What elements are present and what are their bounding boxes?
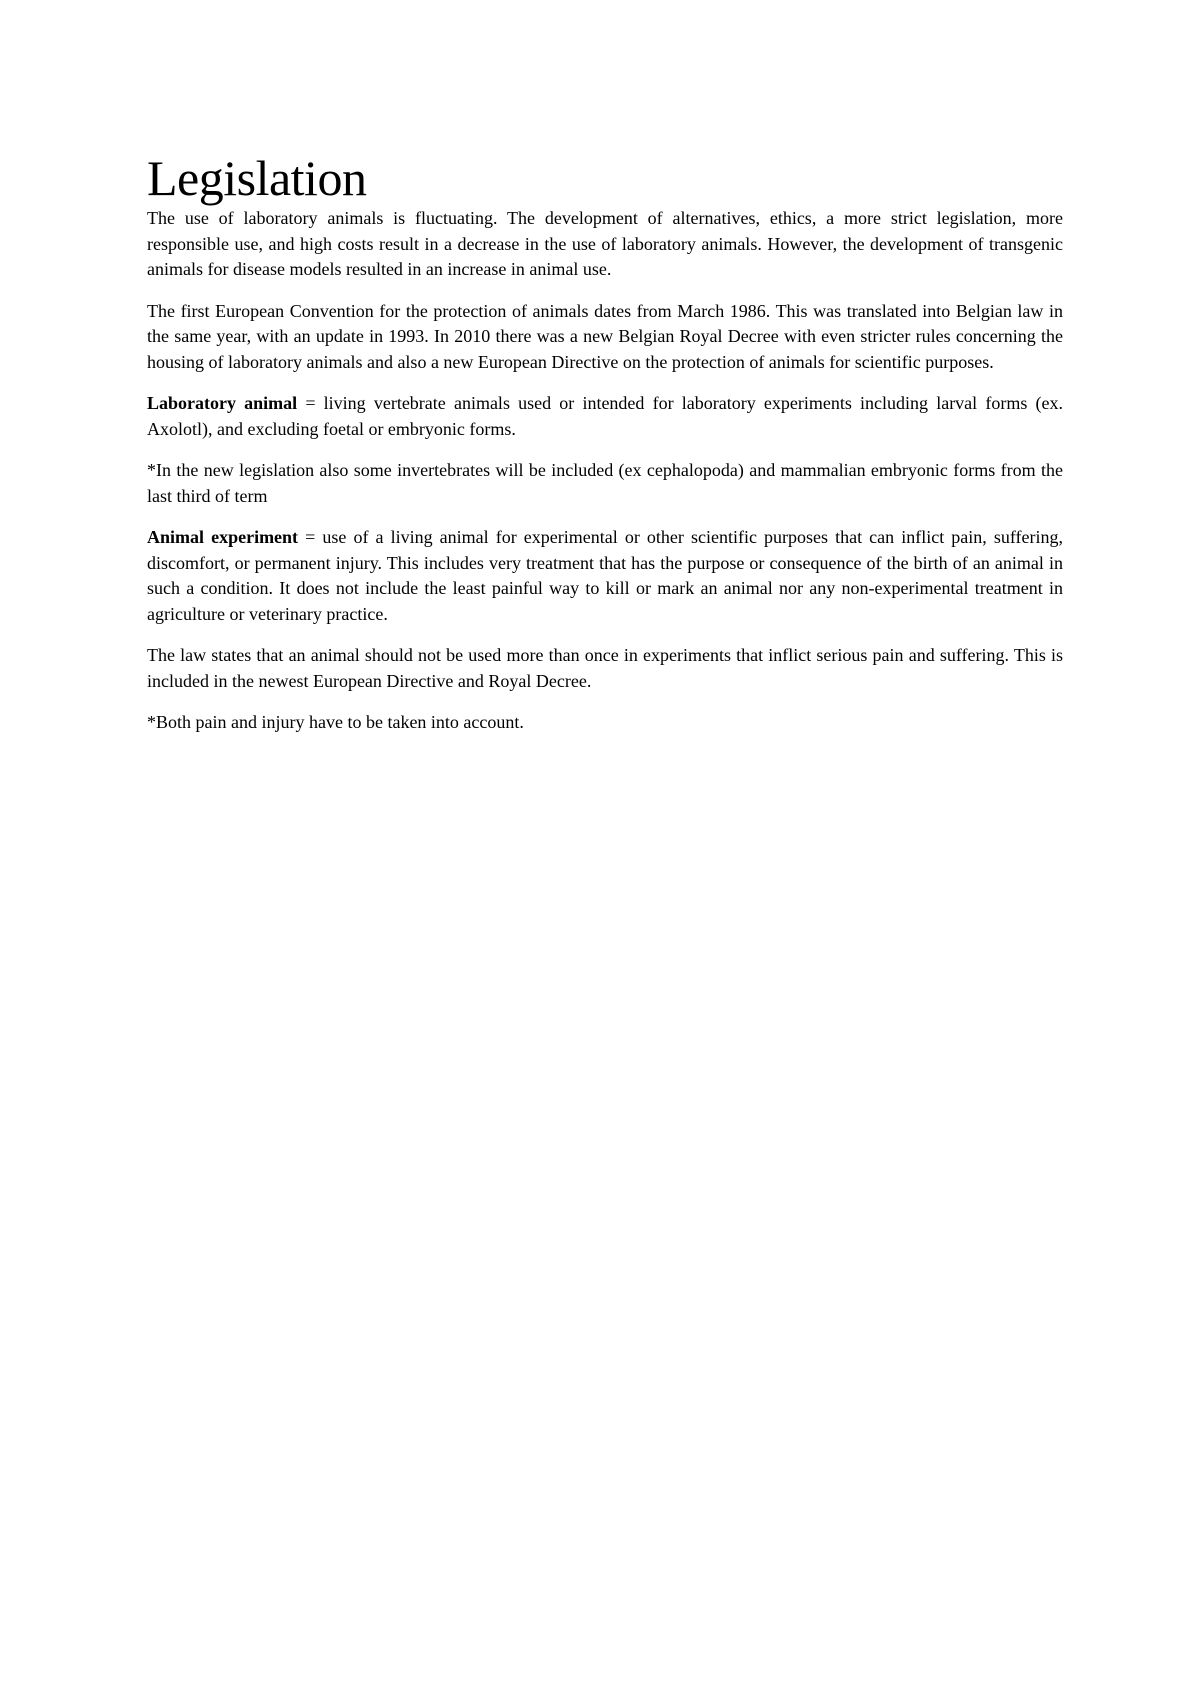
- paragraph-european-convention: [147, 299, 1063, 376]
- paragraph-reuse-rule: [147, 643, 1063, 694]
- definition-term: Animal experiment: [147, 527, 299, 547]
- paragraph-text: = use of a living animal for experimental or other scientific purposes that can inflict pain, suffering, discomfort, or permanent injury. This includes very treatment that has the purpose or consequence of the birth of an animal in such a condition. It does not include the least painful way to kill or mark an animal nor any non-experimental treatment in agriculture or veterinary practice.: [147, 527, 1063, 624]
- definition-term: Laboratory animal: [147, 393, 298, 413]
- paragraph-text: *Both pain and injury have to be taken into account.: [147, 712, 524, 732]
- paragraph-text: The first European Convention for the protection of animals dates from March 1986. This was translated into Belgian law in the same year, with an update in 1993. In 2010 there was a new Belgian Royal Decree with even stricter rules concerning the housing of laboratory animals and also a new European Directive on the protection of animals for scientific purposes.: [147, 300, 1063, 372]
- paragraph-animal-experiment-definition: [147, 525, 1063, 627]
- paragraph-laboratory-animal-definition: [147, 391, 1063, 442]
- paragraph-text: = living vertebrate animals used or intended for laboratory experiments including larval forms (ex. Axolotl), and excluding foetal or embryonic forms.: [147, 393, 1063, 439]
- paragraph-invertebrates-note: [147, 458, 1063, 509]
- paragraph-pain-injury-note: [147, 710, 1063, 736]
- paragraph-text: *In the new legislation also some invertebrates will be included (ex cephalopoda) and mammalian embryonic forms from the last third of term: [147, 460, 1063, 506]
- paragraph-text: The law states that an animal should not be used more than once in experiments that inflict serious pain and suffering. This is included in the newest European Directive and Royal Decree.: [147, 645, 1063, 691]
- document-page: [147, 150, 1063, 752]
- document-title: Legislation: [147, 150, 367, 206]
- paragraph-usage-trends: [147, 206, 1063, 283]
- paragraph-text: The use of laboratory animals is fluctuating. The development of alternatives, ethics, a more strict legislation, more responsible use, and high costs result in a decrease in the use of laboratory animals. However, the development of transgenic animals for disease models resulted in an increase in animal use.: [147, 208, 1063, 279]
